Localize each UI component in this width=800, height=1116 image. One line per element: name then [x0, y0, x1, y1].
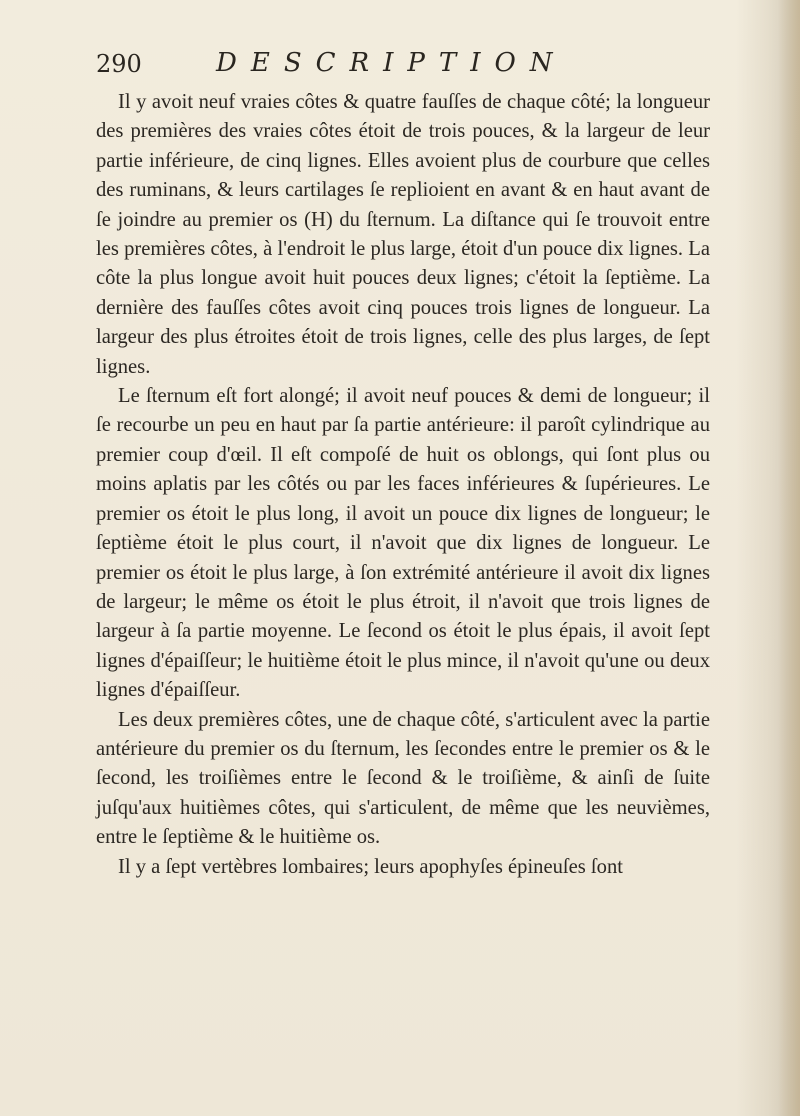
page-number: 290	[96, 50, 142, 78]
paragraph-sternum: Le ſternum eſt fort alongé; il avoit neuf pouces & demi de longueur; il ſe recourbe un peu en haut par ſa partie antérieure: il paroît cylindrique au premier coup d'œil. Il eſt compoſé de huit os oblongs, qui ſont plus ou moins aplatis par les côtés ou par les faces inférieures & ſupérieures. Le premier os étoit le plus long, il avoit un pouce dix lignes de longueur; le ſeptième étoit le plus court, il n'avoit que dix lignes de longueur. Le premier os étoit le plus large, à ſon extrémité antérieure il avoit dix lignes de largeur; le même os étoit le plus étroit, il n'avoit que trois lignes de largeur à ſa partie moyenne. Le ſecond os étoit le plus épais, il avoit ſept lignes d'épaiſſeur; le huitième étoit le plus mince, il n'avoit qu'une ou deux lignes d'épaiſſeur.	[96, 385, 710, 702]
paragraph-lumbar-vertebrae: Il y a ſept vertèbres lombaires; leurs apophyſes épineuſes ſont	[118, 855, 623, 878]
paragraph-articulation: Les deux premières côtes, une de chaque côté, s'articulent avec la partie antérieure du premier os du ſternum, les ſecondes entre le premier os & le ſecond, les troiſièmes entre le ſecond & le troiſième, & ainſi de ſuite juſqu'aux huitièmes côtes, qui s'articulent, de même que les neuvièmes, entre le ſeptième & le huitième os.	[96, 708, 710, 849]
paragraph-ribs: Il y avoit neuf vraies côtes & quatre fauſſes de chaque côté; la longueur des premières des vraies côtes étoit de trois pouces, & la largeur de leur partie inférieure, de cinq lignes. Elles avoient plus de courbure que celles des ruminans, & leurs cartilages ſe replioient en avant & en haut avant de ſe joindre au premier os (H) du ſternum. La diſtance qui ſe trouvoit entre les premières côtes, à l'endroit le plus large, étoit d'un pouce dix lignes. La côte la plus longue avoit huit pouces deux lignes; c'étoit la ſeptième. La dernière des fauſſes côtes avoit cinq pouces trois lignes de longueur. La largeur des plus étroites étoit de trois lignes, celle des plus larges, de ſept lignes.	[96, 91, 710, 378]
page-header	[96, 48, 716, 88]
running-title: DESCRIPTION	[216, 48, 567, 78]
page-edge-shadow	[778, 0, 800, 1116]
body-text	[96, 88, 710, 882]
